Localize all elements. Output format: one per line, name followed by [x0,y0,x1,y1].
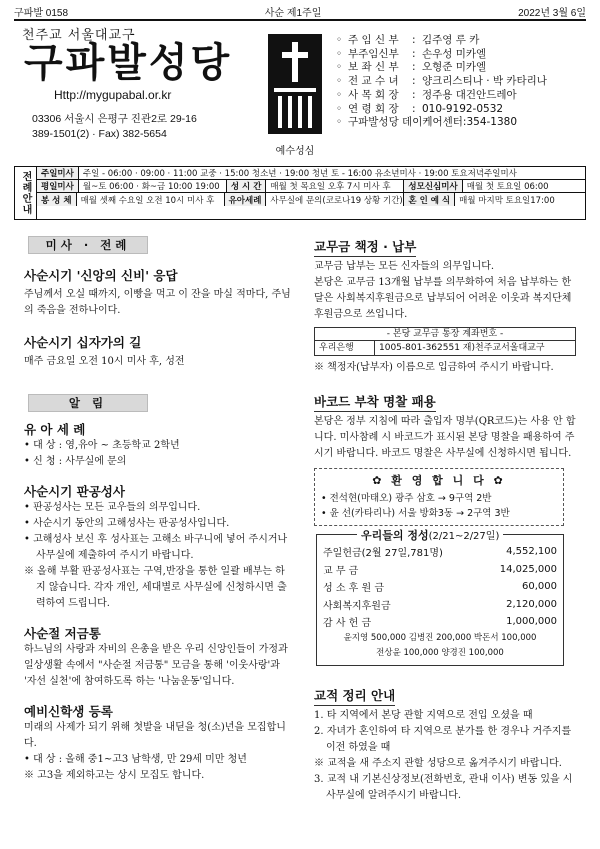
schedule-label: 혼 인 예 식 [404,193,455,206]
offering-row [323,543,557,561]
offering-label: 사회복지후원금 [323,600,391,612]
offering-amount: 60,000 [522,581,557,593]
text-dues: 교무금 납부는 모든 신자들의 의무입니다. [314,261,495,272]
offering-box [316,529,564,666]
parish-url[interactable]: Http://mygupabal.or.kr [54,88,172,102]
staff-role: 연 령 회 장 [348,102,399,115]
separator: : [462,116,467,129]
schedule-label: 성모신심미사 [404,180,462,192]
offering-note: 윤지영 500,000 김병진 200,000 박돈서 100,000 [343,632,537,643]
schedule-side-label: 전례안내 [15,167,37,219]
offering-amount: 4,552,100 [506,546,557,558]
offering-title [357,527,503,543]
text-lent-savings: 하느님의 사랑과 자비의 은총을 받은 우리 신앙인들이 가정과 일상생활 속에서 "사순절 저금통" 모금을 통해 '이웃사랑'과 '자선 실천'에 참여하도록 하는 '나눔운동'입니다. [24,644,288,687]
records-item: 1. 타 지역에서 본당 관할 지역으로 전입 오셨을 때 [314,709,533,721]
staff-role: 사 목 회 장 [348,88,399,101]
staff-name: 김주영 루 카 [422,34,480,46]
heading-infant-baptism: 유 아 세 례 [24,422,86,437]
logo-caption: 예수성심 [275,146,315,157]
baptism-target: • 대 상 : 영,유아 ~ 초등학교 2학년 [24,440,180,451]
staff-name: 정주용 대건안드레아 [422,88,517,101]
schedule-text: 매월 마지막 토요일17:00 [459,195,555,206]
left-column [24,236,294,784]
phone-line: 389-1501(2) · Fax) 382-5654 [32,128,167,140]
offering-amount: 14,025,000 [499,563,557,575]
schedule-label: 평일미사 [37,180,79,192]
diocese-subtitle: 천주교 서울대교구 [22,28,136,43]
heading-lent-savings: 사순절 저금통 [24,626,101,641]
text-mystery-of-faith: 주님께서 오실 때까지, 이빵을 먹고 이 잔을 마실 적마다, 주님의 죽음을 전하나이다. [24,289,291,316]
seminarian-target: • 대 상 : 올해 중1~고3 남학생, 만 29세 미만 청년 [24,754,247,765]
bullet-icon: ◦ [336,88,343,101]
offering-row [323,596,557,614]
staff-row [336,75,586,89]
offering-label: 교 무 금 [323,565,359,577]
staff-row [336,61,586,75]
staff-name: 손우성 미카엘 [422,47,487,60]
text-barcode: 본당은 정부 지침에 따라 출입자 명부(QR코드)는 사용 안 합니다. 미사참례 시 바코드가 표시된 본당 명찰을 패용하여 주시기 바랍니다. 바코드 명찰은 사무실에 신청하시면 됩니다. [314,416,576,459]
liturgical-season: 사순 제1주일 [264,8,322,19]
address-line: 03306 서울시 은평구 진관2로 29-16 [32,113,197,125]
schedule-row-sunday [37,167,585,180]
parish-address [32,112,197,142]
schedule-text: 월~토 06:00 · 화~금 10:00 19:00 [79,180,227,192]
sacred-heart-logo-icon [264,30,326,156]
staff-role: 주 임 신 부 [348,34,399,46]
account-number: 1005-801-362551 재)천주교서울대교구 [379,343,545,353]
schedule-label: 주일미사 [37,167,79,179]
staff-role: 구파발성당 데이케어센터 [348,116,463,129]
confession-item: • 판공성사는 모든 교우들의 의무입니다. [24,502,201,513]
confession-item: • 고해성사 보신 후 성사표는 고해소 바구니에 넣어 주시거나 사무실에 제출하여 주시기 바랍니다. [24,534,288,561]
offering-title-text: 우리들의 정성 [361,529,429,542]
account-header: - 본당 교무금 통장 계좌번호 - [315,328,575,341]
schedule-row-other [37,193,585,206]
staff-name: 양크리스티나 · 박 카타리나 [422,75,547,88]
staff-row [336,103,586,117]
text-seminarian: 미래의 사제가 되기 위해 첫발을 내딛을 청(소)년을 모집합니다. [24,722,286,749]
offering-period: (2/21~2/27일) [428,531,500,542]
separator: : [412,61,416,74]
welcome-item: • 전석현(마태오) 광주 삼호 → 9구역 2반 [321,493,492,504]
staff-role: 전 교 수 녀 [348,75,399,88]
schedule-text: 사무실에 문의(코로나19 상황 기간) [266,193,404,206]
records-item: 3. 교적 내 기본신상정보(전화번호, 관내 이사) 변동 있을 시 사무실에 알려주시기 바랍니다. [314,773,573,801]
bullet-icon: ◦ [336,47,343,60]
liturgy-schedule-table [14,166,586,220]
heading-seminarian: 예비신학생 등록 [24,704,113,719]
schedule-label: 봉 성 체 [37,193,77,206]
bullet-icon: ◦ [336,116,343,129]
heading-confession: 사순시기 판공성사 [24,484,125,499]
staff-row [336,48,586,62]
bullet-icon: ◦ [336,61,343,74]
offering-amount: 2,120,000 [506,598,557,610]
staff-role: 부주임신부 [348,47,399,60]
offering-rows [323,543,557,631]
confession-item: • 사순시기 동안의 고해성사는 판공성사입니다. [24,518,230,529]
section-header-notice: 알 림 [28,394,148,412]
staff-name: 010-9192-0532 [422,102,504,115]
schedule-row-weekday [37,180,585,193]
records-item: 2. 자녀가 혼인하여 타 지역으로 분가를 한 경우나 거주지를 이전 하였을 때 [314,725,572,753]
offering-note: 전상윤 100,000 양경진 100,000 [376,647,504,658]
offering-row [323,561,557,579]
bullet-icon: ◦ [336,102,343,115]
offering-label: 감 사 헌 금 [323,618,372,630]
issue-number: 구파발 0158 [14,8,69,19]
heading-parish-records: 교적 정리 안내 [314,686,395,706]
heading-mystery-of-faith: 사순시기 '신앙의 신비' 응답 [24,268,178,283]
staff-list [336,34,586,130]
staff-name: 오형준 미카엘 [422,61,487,74]
separator: : [412,88,416,101]
heading-barcode: 바코드 부착 명찰 패용 [314,392,436,412]
section-header-mass: 미사 · 전례 [28,236,148,254]
offering-row [323,578,557,596]
staff-row [336,89,586,103]
issue-date: 2022년 3월 6일 [518,8,586,19]
top-divider [14,19,586,21]
masthead [14,22,586,164]
bullet-icon: ◦ [336,34,343,46]
heading-stations-of-cross: 사순시기 십자가의 길 [24,335,142,350]
text-stations-of-cross: 매주 금요일 오전 10시 미사 후, 성전 [24,356,185,367]
separator: : [412,34,416,46]
welcome-box [314,468,564,526]
welcome-item: • 윤 선(카타리나) 서울 방화3동 → 2구역 3반 [321,508,510,519]
text-dues-detail: 본당은 교무금 13개월 납부를 의무화하여 처음 납부하는 한 달은 사회복지후원금으로 납부되어 어려운 이웃과 복지단체 후원금으로 쓰입니다. [314,277,572,320]
heading-dues: 교무금 책정 · 납부 [314,237,416,257]
welcome-title: ✿ 환 영 합 니 다 ✿ [372,474,506,487]
account-row [315,341,575,355]
schedule-label: 유아세례 [225,193,267,206]
records-note: ※ 교적을 새 주소지 관할 성당으로 옮겨주시기 바랍니다. [314,757,562,769]
schedule-label: 성 시 간 [227,180,267,192]
staff-row [336,116,586,130]
offering-row [323,613,557,631]
staff-row [336,34,586,48]
bullet-icon: ◦ [336,75,343,88]
account-note: ※ 책정자(납부자) 이름으로 입금하여 주시기 바랍니다. [314,362,554,373]
schedule-text: 매월 첫 목요일 오후 7시 미사 후 [266,180,404,192]
staff-name: 354-1380 [466,116,518,129]
separator: : [412,75,416,88]
schedule-text: 매월 첫 토요일 06:00 [466,182,549,192]
bank-account-box [314,327,576,356]
seminarian-note: ※ 고3을 제외하고는 상시 모집도 합니다. [24,770,205,781]
separator: : [412,47,416,60]
issue-bar [14,4,586,18]
offering-label: 성 소 후 원 금 [323,583,385,595]
separator: : [412,102,416,115]
bank-name: 우리은행 [315,341,375,355]
staff-role: 보 좌 신 부 [348,61,399,74]
confession-note: ※ 올해 부활 판공성사표는 구역,반장을 통한 일괄 배부는 하지 않습니다. 각자 개인, 세대별로 사무실에 신청하시면 출력하여 드립니다. [24,566,287,609]
schedule-text: 매월 셋째 수요일 오전 10시 미사 후 [77,193,225,206]
baptism-apply: • 신 청 : 사무실에 문의 [24,456,127,467]
offering-label: 주일헌금(2월 27일,781명) [323,548,443,560]
parish-title: 구파발성당 [24,40,233,86]
offering-amount: 1,000,000 [506,616,557,628]
right-column [314,236,582,804]
schedule-text: 주일 - 06:00 · 09:00 · 11:00 교중 · 15:00 청소년 · 19:00 청년 토 - 16:00 유소년미사 · 19:00 토요저녁주일미사 [82,169,517,179]
